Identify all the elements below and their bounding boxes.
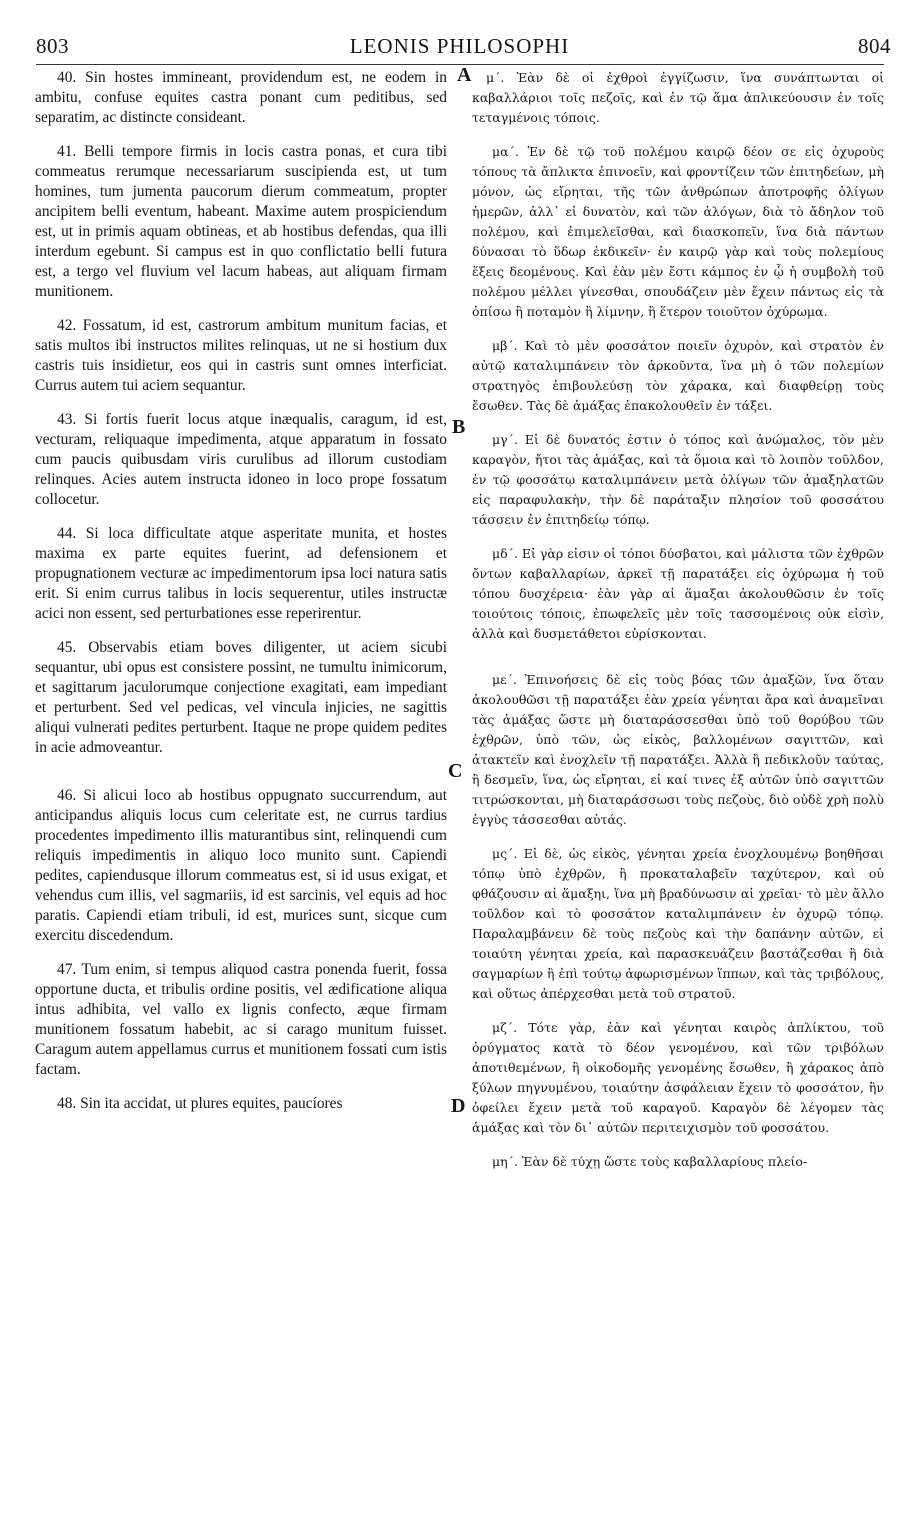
greek-column: [472, 68, 884, 1186]
latin-paragraph-40: 40. Sin hostes immineant, providendum est, ne eodem in ambitu, confuse equites castra ponant cum peditibus, sed separatim, ac distincte consideant.: [35, 69, 447, 126]
running-title: LEONIS PHILOSOPHI: [349, 34, 570, 58]
section-marker-a: A: [457, 64, 472, 86]
greek-paragraph-42: μβ΄. Καὶ τὸ μὲν φοσσάτον ποιεῖν ὀχυρὸν, καὶ στρατὸν ἐν αὐτῷ καταλιμπάνειν τὸν ἀρκοῦντα, ἵνα μὴ ὁ τῶν πολεμίων στρατηγὸς ἐπιβουλεύσῃ τὸν χάρακα, καὶ διαφθείρῃ τοὺς ἔσωθεν. Τὰς δὲ ἁμάξας ἐπακολουθεῖν ἐν τάξει.: [472, 338, 884, 413]
greek-paragraph-41: μα΄. Ἐν δὲ τῷ τοῦ πολέμου καιρῷ δέον σε εἰς ὀχυροὺς τόπους τὰ ἄπλικτα ἐπινοεῖν, καὶ φροντίζειν τῶν ἐπιτηδείων, μὴ μόνον, ὡς εἴρηται, τῆς τῶν ἀνθρώπων ἀποτροφῆς ὀλίγων ἡμερῶν, ἀλλ᾽ εἰ δυνατὸν, καὶ τῶν ἀλόγων, διὰ τὸ ἄδηλον τοῦ πολέμου, καὶ ἐπιμελεῖσθαι, καὶ διασκοπεῖν, ἵνα διὰ πάντων δύνασαι τὸ ὕδωρ ἐκδικεῖν· ἐν καιρῷ γὰρ καὶ τοὺς πολεμίους ἕξεις δεομένους. Καὶ ἐὰν μὲν ἔστι κάμπος ἐν ᾧ ἡ συμβολὴ τοῦ πολέμου μέλλει γίνεσθαι, σπουδάζειν μὲν ἔχειν πάντως εἰς τὰ ὀπίσω ἢ ποταμὸν ἢ λίμνην, ἢ ἕτερον τοιοῦτον ὀχύρωμα.: [472, 144, 884, 319]
greek-paragraph-40: μ΄. Ἐὰν δὲ οἱ ἐχθροὶ ἐγγίζωσιν, ἵνα συνάπτωνται οἱ καβαλλάριοι τοῖς πεζοῖς, καὶ ἐν τῷ ἅμα ἀπλικεύουσιν ἐν τοῖς τεταγμένοις τόποις.: [472, 70, 884, 125]
latin-paragraph-45: 45. Observabis etiam boves diligenter, ut aciem sicubi sequantur, ubi opus est consistere possint, ne tumultu inimicorum, et sagittarum jaculorumque conjectione exagitati, eam impediant et perturbent. Sed vel pedicas, vel vincula injicies, ne sagittis aliqui vulnerati pedites perturbent. Itaque ne prope quidem pedites in acie admoveantur.: [35, 639, 447, 756]
section-marker-d: D: [451, 1095, 466, 1117]
latin-paragraph-48: 48. Sin ita accidat, ut plures equites, paucíores: [57, 1095, 343, 1112]
greek-paragraph-47: μζ΄. Τότε γὰρ, ἐὰν καὶ γένηται καιρὸς ἀπλίκτου, τοῦ ὀρύγματος κατὰ τὸ δέον γενομένου, καὶ τῶν τριβόλων ἀποτιθεμένων, ἢ οἰκοδομῆς γενομένης ἔσωθεν, ἢ χάρακος ἀπὸ ξύλων πηγνυμένου, τοιαύτην ἀσφάλειαν ἔχειν τὸ φοσσάτον, ἣν ὀφείλει ἔχειν μετὰ τοῦ καραγοῦ. Καραγὸν δὲ λέγομεν τὰς ἁμάξας καὶ τὸν δι᾽ αὐτῶν περιτειχισμὸν τοῦ φοσσάτου.: [472, 1020, 884, 1135]
section-marker-c: C: [448, 760, 463, 782]
greek-paragraph-44: μδ΄. Εἰ γὰρ εἰσιν οἱ τόποι δύσβατοι, καὶ μάλιστα τῶν ἐχθρῶν ὄντων καβαλλαρίων, ἀρκεῖ τῇ παρατάξει εἰς ὀχύρωμα ἡ τοῦ τόπου δυσχέρεια· ἐὰν γὰρ αἱ ἅμαξαι ἀκολουθῶσιν ἐν τοῖς τοιούτοις τόποις, ἐπωφελεῖς μὲν τοῖς τασσομένοις οὐκ εἰσὶν, ἀλλὰ καὶ δυσμετάθετοι εὑρίσκονται.: [472, 546, 884, 641]
greek-paragraph-43: μγ΄. Εἰ δὲ δυνατός ἐστιν ὁ τόπος καὶ ἀνώμαλος, τὸν μὲν καραγὸν, ἤτοι τὰς ἁμάξας, καὶ τὰ ὅμοια καὶ τὸ λοιπὸν τοῦλδον, ἐν τῷ φοσσάτῳ καταλιμπάνειν μετὰ ὀλίγων τῶν ἁμαξηλατῶν εἰς παραφυλακὴν, τὴν δὲ παράταξιν πλησίον τοῦ φοσσάτου τάσσειν ἐν ἐπιτηδείῳ τόπῳ.: [472, 432, 884, 527]
page-number-right: 804: [858, 34, 891, 58]
greek-paragraph-48: μη΄. Ἐὰν δὲ τύχῃ ὥστε τοὺς καβαλλαρίους πλείο-: [492, 1154, 808, 1169]
latin-paragraph-46: 46. Si alicui loco ab hostibus oppugnato succurrendum, aut anticipandus aliquis locus cum celeritate est, ne currus tardius procedentes impedimento illis maturantibus sint, relinquendi cum reliquis impedimentis in aliquo loco munito sunt. Capiendi pedites, capiendusque illorum commeatus est, si id usus exigat, et vehendus cum illis, vel sagmariis, id est sarcinis, vel equis ad hoc paratis. Capiendi etiam tribuli, id est, murices sunt, sicque cum exercitu discedendum.: [35, 787, 447, 944]
latin-column: [35, 68, 447, 1128]
section-marker-b: B: [452, 416, 466, 438]
latin-paragraph-47: 47. Tum enim, si tempus aliquod castra ponenda fuerit, fossa opportune ducta, et tribulis ordine positis, vel ædificatione aliqua intus adhibita, vel vallo ex lignis confecto, æque firmam munitionem fossatum habebit, ac si carago munitum fuisset. Caragum autem appellamus currus et munitionem fossati cum istis factam.: [35, 961, 447, 1078]
greek-paragraph-46: μς΄. Εἰ δὲ, ὡς εἰκὸς, γένηται χρεία ἐνοχλουμένῳ βοηθῆσαι τόπῳ ὑπὸ ἐχθρῶν, ἢ προκαταλαβεῖν ταχύτερον, καὶ οὐ φθάζουσιν αἱ ἅμαξηι, ἵνα μὴ βραδύνωσιν αἱ χρεῖαι· τὸ μὲν ἄλλο τοῦλδον καὶ τὸ φοσσάτον καταλιμπάνειν ἐν ὀχυρῷ τόπῳ. Παραλαμβάνειν δὲ τοὺς πεζοὺς καὶ τὴν δαπάνην αὐτῶν, εἰ τοιαύτη γένηται χρεία, καὶ παρασκευάζειν βαστάζεσθαι ἢ διὰ σαγμαρίων ἢ ἐπὶ τούτῳ ἀφωρισμένων ἵππων, καὶ τὰς τριβόλους, καὶ οὕτως ἀπέρχεσθαι μετὰ τοῦ στρατοῦ.: [472, 846, 885, 1001]
greek-paragraph-45: με΄. Ἐπινοήσεις δὲ εἰς τοὺς βόας τῶν ἁμαξῶν, ἵνα ὅταν ἀκολουθῶσι τῇ παρατάξει ἐὰν χρεία γένηται ἄρα καὶ ἀναμεῖναι τὰς ἁμάξας ὥστε μὴ διαταράσσεσθαι ὑπὸ τοῦ θορύβου τῶν ἐχθρῶν, ὑπὸ τῶν, ὡς εἰκὸς, βαλλομένων σαγιττῶν, καὶ ἀτακτεῖν καὶ ἐνοχλεῖν τῇ παρατάξει. Ἀλλὰ ἢ πεδικλοῦν ταύτας, ἢ δεσμεῖν, ἵνα, ὡς εἴρηται, εἰ καί τινες ἐξ αὐτῶν ὑπὸ σαγιττῶν τιτρώσκονται, μὴ διαταράσσωσι τοὺς πεζοὺς, διὸ οὐδὲ χρὴ πολὺ ἐγγὺς τάσσεσθαι αὐτάς.: [472, 672, 884, 827]
latin-paragraph-44: 44. Si loca difficultate atque asperitate munita, et hostes maxima ex parte equites fuerint, ad defensionem et propugnationem vecturæ ac impedimentorum ipsa loci natura satis erit. Si enim currus talibus in locis sequerentur, utiles instructæ acici non essent, sed perturbationes esse reperirentur.: [35, 525, 447, 622]
latin-paragraph-41: 41. Belli tempore firmis in locis castra ponas, et cura tibi commeatus rerumque necessariarum suscipienda est, ut tum homines, tum jumenta paucorum dierum commeatum, propter ancipitem belli eventum, habeant. Maxime autem prospiciendum est, ut in primis aquam obtineas, et ab hostibus defendas, qua illi interdum egebunt. Si campus est in quo conflictatio belli futura est, a tergo vel fluvium vel lacum habeas, aut aliquam firmam munitionem.: [35, 143, 447, 300]
page-number-left: 803: [36, 34, 69, 58]
latin-paragraph-42: 42. Fossatum, id est, castrorum ambitum munitum facias, et satis multos ibi instructos milites relinquas, ut ne si hostium dux castris tuis insidietur, eos qui in castris sunt omnes interficiat. Currus autem tui aciem sequantur.: [35, 317, 447, 394]
latin-paragraph-43: 43. Si fortis fuerit locus atque inæqualis, caragum, id est, vecturam, reliquaque impedimenta, atque apparatum in fossato cum paucis quibusdam viris curulibus ad illorum custodiam relinques. Acies autem instructa idoneo in loco prope fossatum collocetur.: [35, 411, 447, 508]
